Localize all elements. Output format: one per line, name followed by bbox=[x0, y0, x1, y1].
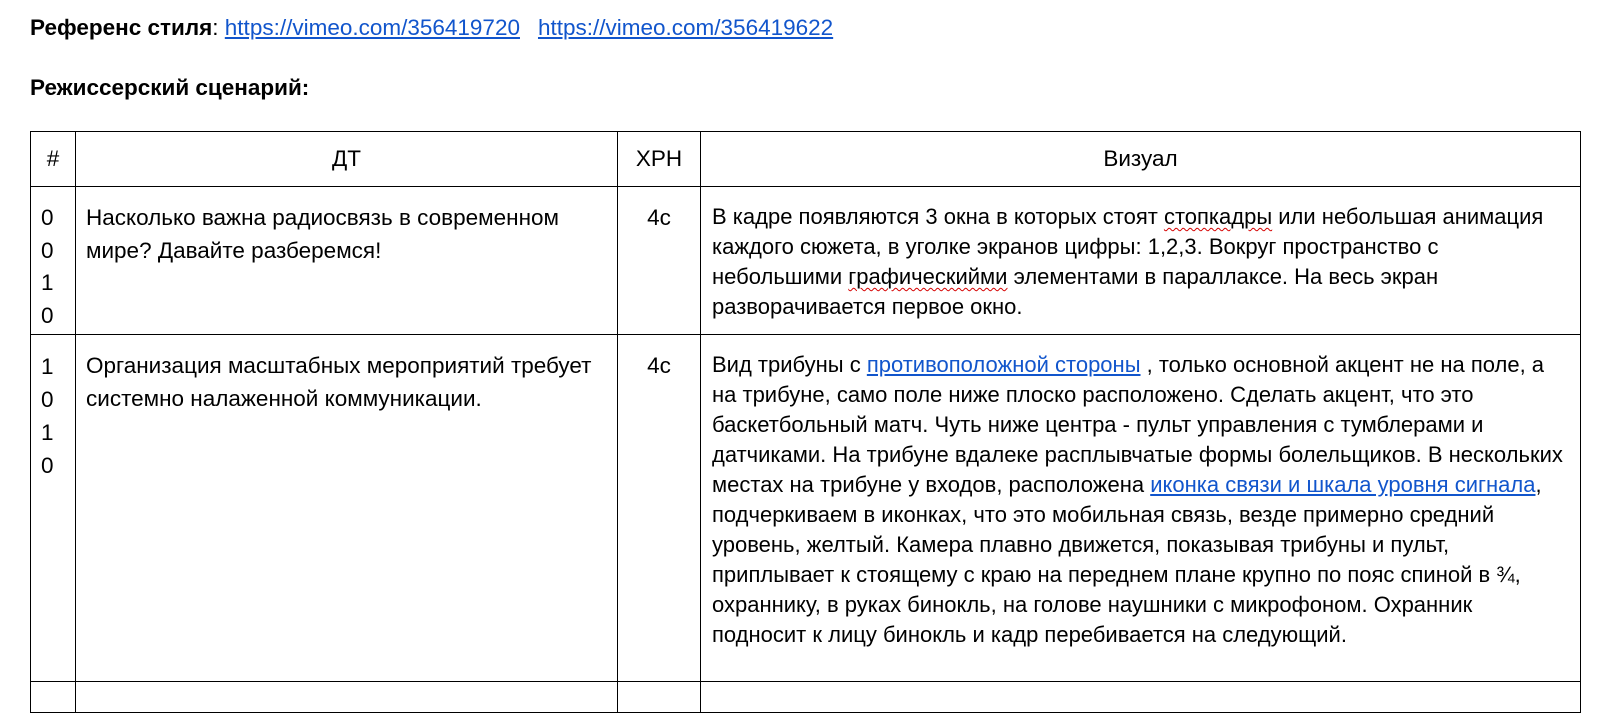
header-dt: ДТ bbox=[76, 132, 618, 187]
row-number-digit: 0 bbox=[41, 453, 54, 478]
spellcheck-word[interactable]: графическийми bbox=[848, 264, 1008, 289]
table-row bbox=[31, 682, 1581, 713]
row-number bbox=[31, 335, 76, 682]
row-number bbox=[31, 187, 76, 335]
row-visual bbox=[701, 682, 1581, 713]
row-hrn: 4с bbox=[618, 187, 701, 335]
script-heading: Режиссерский сценарий: bbox=[30, 75, 310, 100]
row-dt-text bbox=[76, 682, 618, 713]
reference-link-1[interactable]: https://vimeo.com/356419720 bbox=[224, 15, 520, 40]
visual-text: В кадре появляются 3 окна в которых стоят bbox=[712, 204, 1164, 229]
style-reference-label: Референс стиля bbox=[30, 15, 213, 40]
visual-link-signal-icon[interactable]: иконка связи и шкала уровня сигнала bbox=[1150, 472, 1536, 497]
style-reference-line bbox=[30, 12, 833, 44]
table-row bbox=[31, 187, 1581, 335]
row-number bbox=[31, 682, 76, 713]
visual-text: или небольшая анимация каждого сюжета, в уголке экранов цифры: 1,2,3. Вокруг пространство с небольшими bbox=[712, 204, 1544, 289]
row-number-digit: 0 bbox=[41, 302, 54, 328]
table-row bbox=[31, 335, 1581, 682]
row-visual bbox=[701, 187, 1581, 335]
row-dt-text: Организация масштабных мероприятий требует системно налаженной коммуникации. bbox=[76, 335, 618, 682]
row-number-digit: 0 bbox=[41, 205, 54, 230]
row-number-digit: 0 bbox=[41, 237, 54, 263]
spellcheck-word[interactable]: стопкадры bbox=[1163, 204, 1273, 229]
director-script-table bbox=[30, 131, 1581, 713]
reference-link-2[interactable]: https://vimeo.com/356419622 bbox=[537, 15, 834, 40]
row-visual bbox=[701, 335, 1581, 682]
table-header-row bbox=[31, 132, 1581, 187]
visual-text: , только основной акцент не на поле, а на трибуне, само поле ниже плоско расположено. Сделать акцент, что это баскетбольный матч. Чуть ниже центра - пульт управления с тумблерами и датчиками. На трибуне вдалеке расплывчатые формы болельщиков. В нескольких местах на трибуне у входов, расположена bbox=[712, 352, 1563, 497]
row-dt-text: Насколько важна радиосвязь в современном мире? Давайте разберемся! bbox=[76, 187, 618, 335]
row-hrn: 4с bbox=[618, 335, 701, 682]
visual-text: Вид трибуны с bbox=[712, 352, 867, 377]
row-number-digit: 1 bbox=[41, 420, 54, 445]
header-visual: Визуал bbox=[701, 132, 1581, 187]
style-reference-colon: : bbox=[212, 15, 219, 40]
header-number: # bbox=[31, 132, 76, 187]
row-number-digit: 1 bbox=[41, 270, 54, 295]
visual-link-opposite-side[interactable]: противоположной стороны bbox=[866, 352, 1141, 377]
row-number-digit: 0 bbox=[41, 387, 54, 412]
visual-text: элементами в параллаксе. На весь экран разворачивается первое окно. bbox=[712, 264, 1439, 319]
header-hrn: ХРН bbox=[618, 132, 701, 187]
row-number-digit: 1 bbox=[41, 354, 54, 379]
visual-text: , подчеркиваем в иконках, что это мобильная связь, везде примерно средний уровень, желтый. Камера плавно движется, показывая трибуны и пульт, приплывает к стоящему с краю на переднем плане крупно по пояс спиной в ¾, охраннику, в руках бинокль, на голове наушники с микрофоном. Охранник подносит к лицу бинокль и кадр перебивается на следующий. bbox=[712, 472, 1542, 647]
row-hrn bbox=[618, 682, 701, 713]
